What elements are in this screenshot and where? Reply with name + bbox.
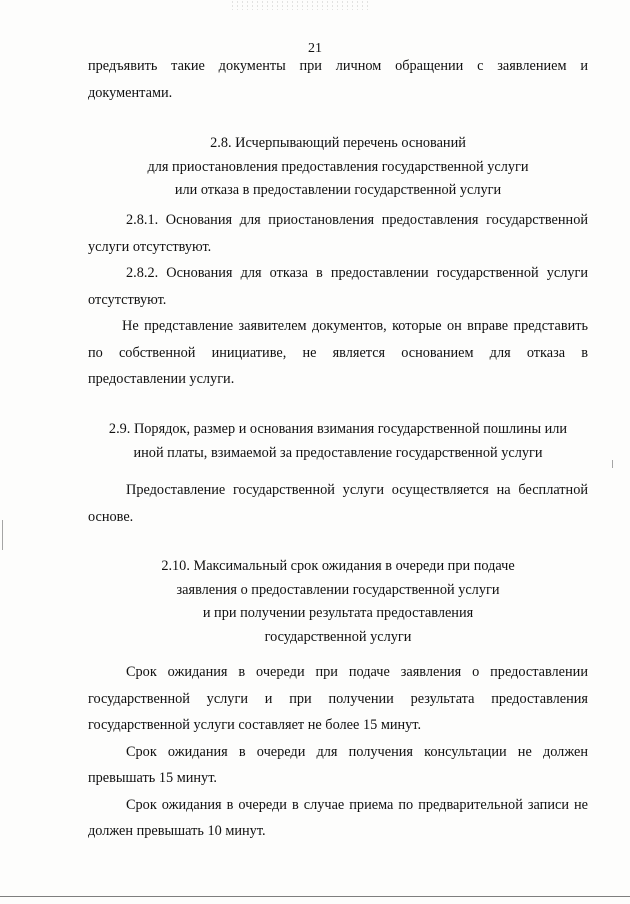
scan-bottom-edge — [0, 896, 630, 897]
heading-line: иной платы, взимаемой за предоставление государственной услуги — [133, 444, 543, 461]
heading-line: 2.10. Максимальный срок ожидания в очереди при подаче — [161, 558, 515, 574]
section-2-9-heading — [88, 418, 588, 465]
section-2-10-heading — [88, 555, 588, 649]
heading-line: и при получении результата предоставления — [202, 605, 474, 621]
section-2-8-heading — [88, 132, 588, 203]
heading-line: 2.8. Исчерпывающий перечень оснований — [210, 135, 466, 151]
heading-line: или отказа в предоставлении государственной услуги — [174, 182, 502, 198]
page-number: 21 — [308, 41, 322, 56]
scan-edge-mark — [612, 460, 613, 468]
scan-noise — [230, 0, 370, 10]
heading-line: заявления о предоставлении государственной услуги — [176, 581, 500, 598]
heading-line: для приостановления предоставления государственной услуги — [147, 158, 529, 175]
paragraph-2-8-2: 2.8.2. Основания для отказа в предоставлении государственной услуги отсутствуют. — [88, 265, 588, 308]
heading-line: государственной услуги — [264, 628, 412, 645]
intro-block — [88, 53, 588, 106]
scan-edge-mark — [2, 520, 3, 550]
heading-line: 2.9. Порядок, размер и основания взимания государственной пошлины или — [108, 421, 568, 437]
section-2-9-body — [88, 477, 588, 530]
paragraph-consultation-time: Срок ожидания в очереди для получения консультации не должен превышать 15 минут. — [88, 743, 588, 786]
paragraph-2-8-1: 2.8.1. Основания для приостановления предоставления государственной услуги отсутствуют. — [88, 212, 588, 255]
section-2-8-body — [88, 207, 588, 393]
paragraph-not-provided: Не представление заявителем документов, которые он вправе представить по собственной инициативе, не является основанием для отказа в предоставлении услуги. — [88, 318, 588, 387]
intro-paragraph: предъявить такие документы при личном обращении с заявлением и документами. — [88, 58, 588, 101]
paragraph-queue-time: Срок ожидания в очереди при подаче заявления о предоставлении государственной услуги и при получении результата предоставления государственной услуги составляет не более 15 минут. — [88, 664, 588, 733]
paragraph-free-service: Предоставление государственной услуги осуществляется на бесплатной основе. — [88, 482, 588, 525]
paragraph-appointment-time: Срок ожидания в очереди в случае приема по предварительной записи не должен превышать 10 минут. — [88, 796, 588, 839]
section-2-10-body — [88, 659, 588, 845]
